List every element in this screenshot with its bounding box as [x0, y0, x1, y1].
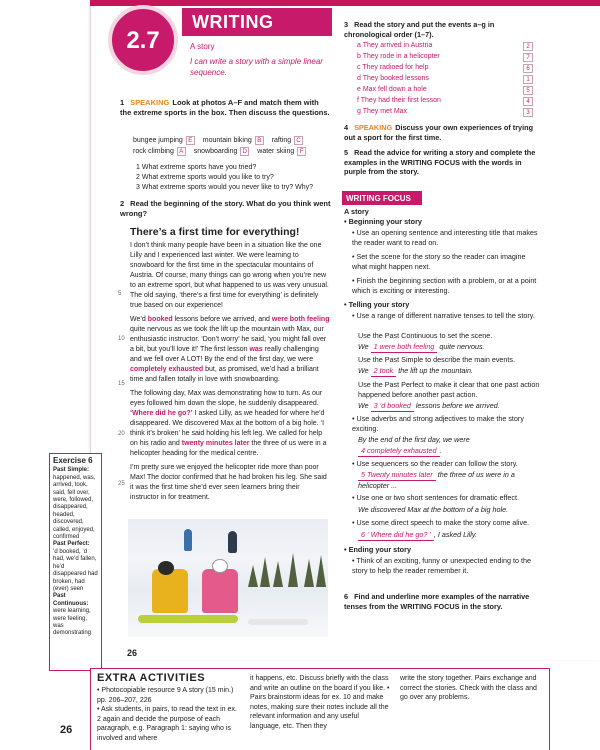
telling-tip-8: • Use some direct speech to make the story come alive. [352, 518, 530, 527]
line-number: 15 [118, 381, 125, 387]
past-perfect-label: Past Perfect: [53, 541, 90, 548]
telling-tip-7: • Use one or two short sentences for dramatic effect. [352, 493, 519, 502]
answer-fill: 1 were both feeling [371, 342, 438, 353]
tree-shape [316, 555, 326, 587]
story-paragraph-3: The following day, Max was demonstrating how to turn. As our eyes followed him down the slope, he suddenly disappeared. ‘Where did he go?’ I asked Lilly, as we headed for where he’d disappeared. We discovered Max at the bottom of a big hole. ‘I think it’s broken’ he said holding his left leg. We called for help on his radio and twenty minutes later the three of us were in a helicopter heading for the medical centre. [130, 390, 327, 457]
telling-example-7: We discovered Max at the bottom of a big hole. [358, 505, 509, 514]
story-paragraph-4: I’m pretty sure we enjoyed the helicopter ride more than poor Max! The doctor confirmed that he had broken his leg. She said it was the first time she’d ever seen learners bring their instructor in for treatment. [130, 464, 327, 501]
answer-fill: 6 ‘ Where did he go? ’ [358, 530, 434, 541]
sport-item: mountain biking B [203, 135, 264, 146]
exercise-2-number: 2 [120, 199, 125, 208]
telling-example-3: We 2 took the lift up the mountain. [358, 366, 473, 375]
extra-item-2: • Ask students, in pairs, to read the text in ex. 2 again and decide the purpose of each paragraph, e.g. Paragraph 1: saying who is involved and where [97, 706, 237, 742]
tree-shape [304, 559, 314, 587]
exercise-1-text: Look at photos A–F and match them with the extreme sports in the box. Then discuss the questions. [120, 98, 330, 117]
beginning-tip-1: • Use an opening sentence and interesting title that makes the reader want to read on. [352, 228, 538, 247]
telling-example-4: We 3 ’d booked lessons before we arrived. [358, 401, 500, 410]
event-a-answer: 2 [523, 42, 533, 51]
question-1: 1 What extreme sports have you tried? [136, 164, 257, 171]
telling-tip-6: • Use sequencers so the reader can follow the story. [352, 459, 518, 468]
top-accent-strip [90, 0, 600, 6]
section-title-bar [182, 8, 332, 36]
story-text [130, 241, 330, 507]
telling-heading: • Telling your story [344, 300, 410, 309]
telling-example-6: 5 Twenty minutes later the three of us were in a helicopter ... [358, 470, 515, 490]
extra-col-2: it happens, etc. Discuss briefly with the class and write an outline on the board if you like. • Pairs brainstorm ideas for ex. 10 and make notes, making sure their notes include all the relevant information and any useful language, etc. Then they [250, 675, 390, 730]
exercise-1-instruction [120, 98, 332, 118]
telling-example-5: By the end of the first day, we were [358, 435, 470, 444]
snowboarders-photo [128, 519, 328, 637]
telling-example-5-answer: 4 completely exhausted . [358, 446, 442, 457]
sport-item: rafting C [272, 135, 303, 146]
line-number: 25 [118, 481, 125, 487]
exercise-4-instruction: 4 SPEAKING Discuss your own experiences of trying out a sport for the first time. [344, 123, 534, 142]
answer-box-title: Exercise 6 [53, 456, 93, 465]
past-simple-label: Past Simple: [53, 467, 90, 474]
story-title: There’s a first time for everything! [130, 226, 300, 238]
snowboarder-right [202, 569, 238, 613]
event-a: a They arrived in Austria [357, 42, 433, 49]
answer-fill: 3 ’d booked [371, 401, 414, 412]
helmet [212, 559, 228, 573]
exercise-3-instruction: 3 Read the story and put the events a–g in chronological order (1–7). [344, 20, 495, 39]
event-c: c They radioed for help [357, 64, 429, 71]
answer-fill: 5 Twenty minutes later [358, 470, 436, 481]
past-continuous-answers: were learning, were feeling, was demonstrating [53, 608, 92, 637]
line-number: 10 [118, 336, 125, 342]
tree-shape [288, 553, 298, 587]
lesson-number: 2.7 [126, 27, 160, 54]
helmet [158, 561, 174, 575]
event-d-answer: 1 [523, 75, 533, 84]
past-simple-answers: happened, was, arrived, took, said, fell over, were, followed, disappeared, headed, discovered, called, enjoyed, confirmed [53, 474, 96, 541]
telling-tip-4: Use the Past Perfect to make it clear that one past action happened before another past action. [358, 380, 540, 399]
beginning-heading: • Beginning your story [344, 217, 422, 226]
telling-example-2: We 1 were both feeling quite nervous. [358, 342, 485, 351]
tree-shape [248, 565, 258, 587]
event-f: f They had their first lesson [357, 97, 441, 104]
event-f-answer: 4 [523, 97, 533, 106]
past-continuous-label: Past Continuous: [53, 593, 89, 607]
story-paragraph-1: I don’t think many people have been in a situation like the one Lilly and I experienced last winter. We were learning to snowboard for the first time in the spectacular mountains of Austria. Of course, many things can go wrong when you’re new to an extreme sport, but what happened to us was very unusual. The old saying, ‘there’s a first time for everything’ is definitely true based on our experience! [130, 242, 329, 309]
story-paragraph-2: We’d booked lessons before we arrived, and were both feeling quite nervous as we took the lift up the mountain with Max, our enthusiastic instructor. ‘Don’t worry’ he said, ‘you might fall over a bit, but you’ll love it!’ The first lesson was really challenging and we fell over A LOT! By the end of the first day, we were completely exhausted but, as promised, we’d had a brilliant time and fallen totally in love with snowboarding. [130, 316, 330, 383]
event-c-answer: 6 [523, 64, 533, 73]
exercise-1-number: 1 [120, 98, 125, 107]
lesson-objective: I can write a story with a simple linear sequence. [190, 57, 323, 77]
outer-page-number: 26 [60, 724, 73, 736]
exercise-2-instruction [120, 199, 332, 219]
beginning-tip-2: • Set the scene for the story so the reader can imagine what might happen next. [352, 252, 526, 271]
tree-shape [260, 557, 270, 587]
line-number: 20 [118, 431, 125, 437]
extra-activities-title: EXTRA ACTIVITIES [97, 672, 206, 684]
sport-item: water skiing F [257, 146, 306, 157]
sport-item: rock climbing A [133, 146, 186, 157]
distant-skier [184, 529, 192, 551]
snowboard [248, 619, 308, 625]
question-3: 3 What extreme sports would you never like to try? Why? [136, 184, 314, 191]
telling-tip-2: Use the Past Continuous to set the scene. [358, 331, 493, 340]
telling-tip-1: • Use a range of different narrative tenses to tell the story. [352, 311, 535, 320]
telling-tip-3: Use the Past Simple to describe the main events. [358, 355, 516, 364]
sports-word-box [133, 135, 329, 157]
event-g: g They met Max [357, 108, 408, 115]
telling-example-8: 6 ‘ Where did he go? ’ , I asked Lilly. [358, 530, 477, 541]
event-g-answer: 3 [523, 108, 533, 117]
ending-heading: • Ending your story [344, 545, 412, 554]
writing-focus-sub: A story [344, 207, 369, 216]
telling-tip-5: • Use adverbs and strong adjectives to make the story exciting. [352, 414, 524, 433]
extra-col-1 [97, 686, 237, 743]
sport-item: snowboarding D [194, 146, 250, 157]
speaking-label: SPEAKING [130, 98, 170, 107]
writing-focus-heading: WRITING FOCUS [342, 191, 422, 205]
event-b: b They rode in a helicopter [357, 53, 440, 60]
exercise-2-text: Read the beginning of the story. What do you think went wrong? [120, 199, 331, 218]
beginning-tip-3: • Finish the beginning section with a problem, or at a point which is exciting or interesting. [352, 276, 537, 295]
lesson-badge [108, 5, 178, 75]
event-b-answer: 7 [523, 53, 533, 62]
section-title: WRITING [192, 12, 274, 32]
question-2: 2 What extreme sports would you like to try? [136, 174, 274, 181]
exercise-6-answer-box [49, 453, 102, 671]
ending-tip-1: • Think of an exciting, funny or unexpected ending to the story to help the reader remember it. [352, 556, 532, 575]
answer-fill: 4 completely exhausted [358, 446, 440, 457]
exercise-5-instruction: 5 Read the advice for writing a story and complete the examples in the WRITING FOCUS with the words in purple from the story. [344, 148, 536, 177]
event-e: e Max fell down a hole [357, 86, 427, 93]
event-d: d They booked lessons [357, 75, 429, 82]
sport-item: bungee jumping E [133, 135, 195, 146]
answer-fill: 2 took [371, 366, 397, 377]
tree-shape [273, 561, 283, 587]
distant-skier [228, 531, 237, 553]
past-perfect-answers: ’d booked, ’d had, we’d fallen, he’d disappeared had broken, had (ever) seen [53, 548, 98, 592]
extra-col-3: write the story together. Pairs exchange and correct the stories. Check with the class and go over any problems. [400, 675, 537, 701]
extra-item-1: • Photocopiable resource 9 A story (15 min.) pp. 206–207, 226 [97, 687, 234, 704]
inner-page-number: 26 [127, 648, 138, 658]
snowboard [138, 615, 238, 623]
exercise-6-instruction: 6 Find and underline more examples of the narrative tenses from the WRITING FOCUS in the story. [344, 592, 530, 611]
event-e-answer: 5 [523, 86, 533, 95]
lesson-subtitle: A story [190, 42, 215, 51]
snowboarder-left [152, 569, 188, 613]
line-number: 5 [118, 291, 122, 297]
